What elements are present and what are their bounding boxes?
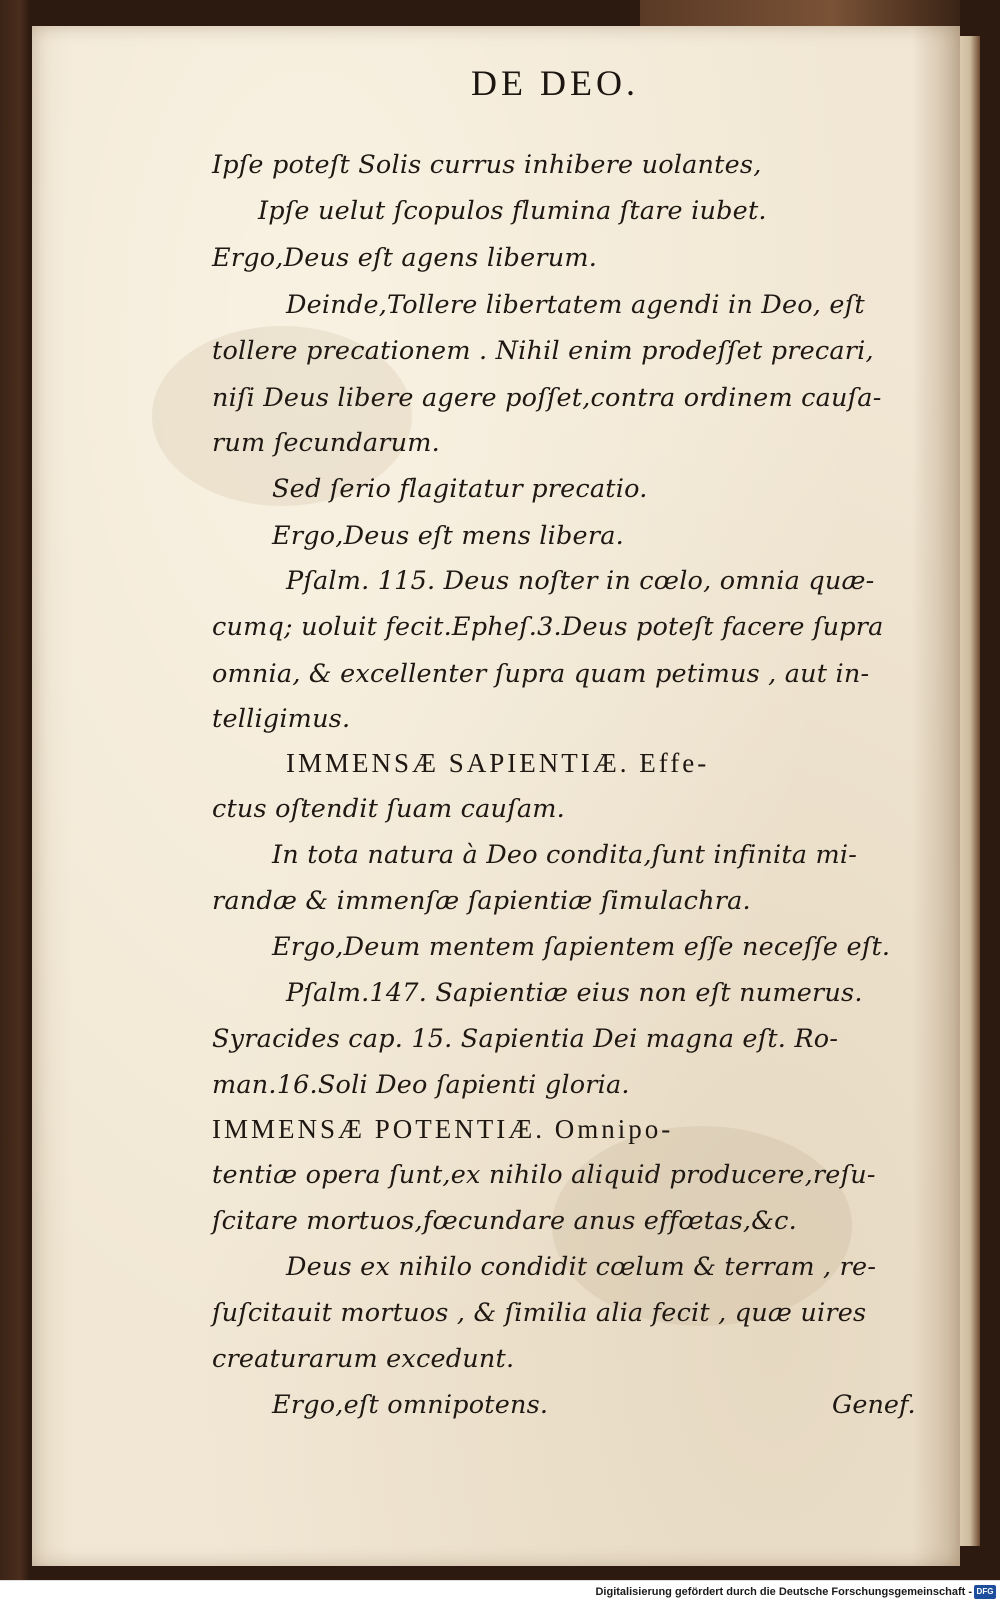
text-line: Ipſe poteſt Solis currus inhibere uolantes, (212, 150, 762, 180)
text-line: telligimus. (212, 704, 351, 734)
text-line: tollere precationem . Nihil enim prodeſſet precari, (212, 336, 874, 366)
text-line: Pſalm. 115. Deus noſter in cœlo, omnia quæ- (286, 566, 875, 596)
digitization-credit: Digitalisierung gefördert durch die Deutsche Forschungsgemeinschaft - (595, 1586, 972, 1598)
text-line: man.16.Soli Deo ſapienti gloria. (212, 1070, 630, 1100)
text-line: Deinde,Tollere libertatem agendi in Deo, eſt (286, 290, 865, 320)
text-line: Deus ex nihilo condidit cœlum & terram , re- (286, 1252, 877, 1282)
section-heading: IMMENSÆ POTENTIÆ. Omnipo- (212, 1114, 674, 1144)
section-heading: IMMENSÆ SAPIENTIÆ. Effe- (286, 748, 710, 778)
text-line: Ergo,Deum mentem ſapientem eſſe neceſſe eſt. (272, 932, 891, 962)
text-line: ſuſcitauit mortuos , & ſimilia alia fecit , quæ uires (212, 1298, 867, 1328)
text-line: omnia, & excellenter ſupra quam petimus , aut in- (212, 659, 870, 689)
text-line: Ergo,Deus eſt mens libera. (272, 521, 624, 551)
catchword: Genef. (832, 1390, 916, 1420)
text-line: Pſalm.147. Sapientiæ eius non eſt numerus. (286, 978, 863, 1008)
text-line: rum ſecundarum. (212, 428, 440, 458)
text-line: In tota natura à Deo condita,ſunt infinita mi- (272, 840, 858, 870)
text-line: ſcitare mortuos,fœcundare anus effœtas,&c. (212, 1206, 797, 1236)
text-line: Ergo,Deus eſt agens liberum. (212, 243, 598, 273)
text-line: Syracides cap. 15. Sapientia Dei magna eſt. Ro- (212, 1024, 839, 1054)
text-line: ctus oſtendit ſuam cauſam. (212, 794, 565, 824)
running-head: DE DEO. (471, 63, 639, 103)
text-line: niſi Deus libere agere poſſet,contra ordinem cauſa- (212, 383, 882, 413)
footer-bar (0, 1580, 1000, 1605)
dfg-logo: DFG (974, 1585, 996, 1599)
text-line: creaturarum excedunt. (212, 1344, 515, 1374)
text-line: cumq; uoluit fecit.Epheſ.3.Deus poteſt facere ſupra (212, 612, 884, 642)
text-line: Ergo,eſt omnipotens. (272, 1390, 549, 1420)
text-line: Sed ſerio flagitatur precatio. (272, 474, 648, 504)
text-line: tentiæ opera ſunt,ex nihilo aliquid producere,reſu- (212, 1160, 876, 1190)
text-line: randæ & immenſæ ſapientiæ ſimulachra. (212, 886, 751, 916)
text-line: Ipſe uelut ſcopulos flumina ſtare iubet. (258, 196, 767, 226)
